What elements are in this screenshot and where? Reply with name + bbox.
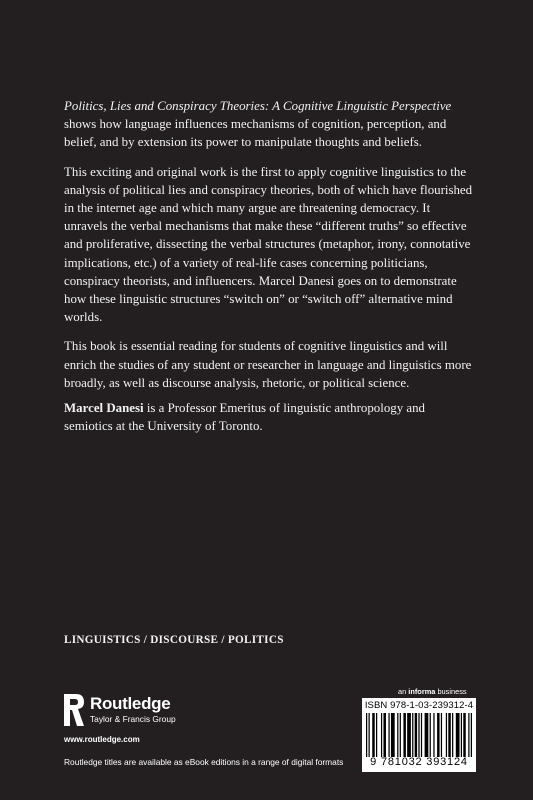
author-name: Marcel Danesi: [64, 401, 144, 415]
publisher-group: Taylor & Francis Group: [90, 714, 176, 724]
subject-category: LINGUISTICS / DISCOURSE / POLITICS: [64, 634, 284, 646]
blurb: [64, 97, 474, 403]
informa-business-label: [398, 687, 467, 696]
publisher-url: www.routledge.com: [64, 735, 140, 744]
book-title-italic: Politics, Lies and Conspiracy Theories: A Cognitive Linguistic Perspective: [64, 99, 452, 113]
barcode-number: 9 781032 393124: [370, 756, 468, 768]
author-bio-text: is a Professor Emeritus of linguistic anthropology and semiotics at the University of Toronto.: [64, 401, 425, 434]
barcode-bars: [366, 713, 472, 757]
routledge-logo: [64, 694, 224, 730]
routledge-r-logo-icon: [64, 694, 84, 726]
blurb-paragraph-3: This book is essential reading for students of cognitive linguistics and will enrich the studies of any student or researcher in language and linguistics more broadly, as well as discourse analysis, rhetoric, or political science.: [64, 339, 472, 390]
ebook-note: Routledge titles are available as eBook editions in a range of digital formats: [64, 757, 344, 767]
barcode-panel: [362, 698, 476, 772]
informa-prefix: an: [398, 687, 409, 696]
isbn-label: ISBN 978-1-03-239312-4: [364, 700, 474, 711]
author-bio: [64, 399, 474, 435]
blurb-paragraph-2: This exciting and original work is the first to apply cognitive linguistics to the analysis of political lies and conspiracy theories, both of which have flourished in the internet age and which many argue are threatening democracy. It unravels the verbal mechanisms that make these “different truths” so effective and proliferative, dissecting the verbal structures (metaphor, irony, connotative implications, etc.) of a variety of real-life cases concerning politicians, conspiracy theorists, and influencers. Marcel Danesi goes on to demonstrate how these linguistic structures “switch on” or “switch off” alternative mind worlds.: [64, 164, 473, 325]
informa-suffix: business: [435, 687, 467, 696]
blurb-paragraph-1: [64, 97, 474, 152]
informa-brand: informa: [408, 687, 436, 696]
publisher-name: Routledge: [90, 694, 171, 713]
blurb-paragraph-1-text: shows how language influences mechanisms of cognition, perception, and belief, and by extension its power to manipulate thoughts and beliefs.: [64, 117, 447, 150]
